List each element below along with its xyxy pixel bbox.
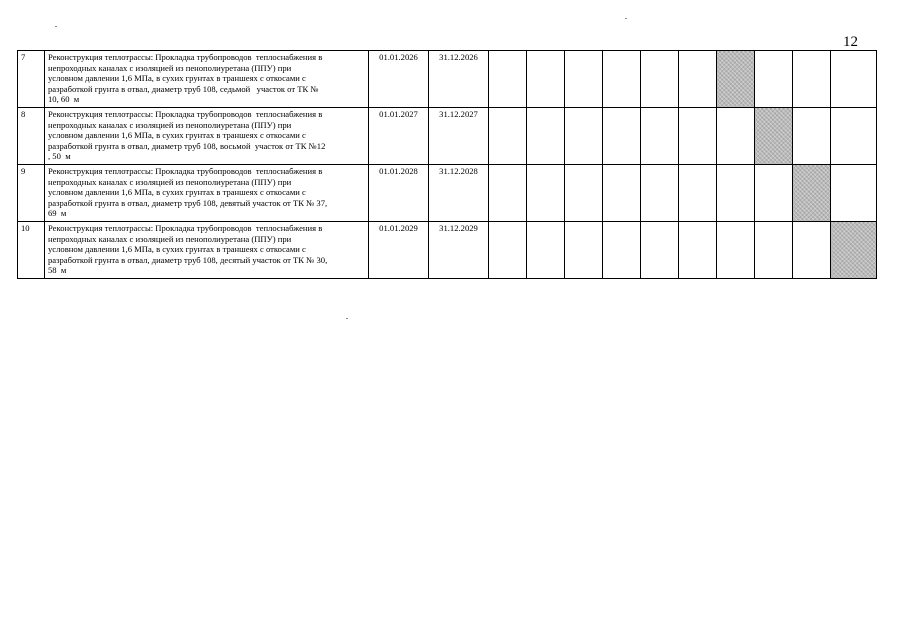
row-number: 10: [18, 222, 45, 279]
start-date: 01.01.2027: [369, 108, 429, 165]
table-row: [18, 108, 877, 165]
gantt-cell: [717, 165, 755, 222]
table-row: [18, 222, 877, 279]
description-line: условном давлении 1,6 МПа, в сухих грунтах в траншеях с откосами с: [48, 73, 306, 84]
description-line: , 50 м: [48, 151, 71, 162]
gantt-cell: [717, 222, 755, 279]
scan-speck: [625, 18, 627, 19]
gantt-cell: [755, 51, 793, 108]
row-number: 9: [18, 165, 45, 222]
gantt-cell: [565, 165, 603, 222]
schedule-body: [18, 51, 877, 279]
gantt-cell: [793, 51, 831, 108]
gantt-cell-active: [793, 165, 831, 222]
start-date: 01.01.2029: [369, 222, 429, 279]
description-line: 58 м: [48, 265, 67, 276]
gantt-cell: [527, 222, 565, 279]
gantt-cell-active: [717, 51, 755, 108]
page-number: 12: [843, 34, 858, 50]
description-line: условном давлении 1,6 МПа, в сухих грунтах в траншеях с откосами с: [48, 187, 306, 198]
work-description: [45, 165, 369, 222]
description-line: непроходных каналах с изоляцией из пенополиуретана (ППУ) при: [48, 119, 292, 130]
gantt-cell: [641, 222, 679, 279]
description-line: непроходных каналах с изоляцией из пенополиуретана (ППУ) при: [48, 233, 292, 244]
gantt-cell: [641, 165, 679, 222]
end-date: 31.12.2029: [429, 222, 489, 279]
gantt-cell: [527, 108, 565, 165]
row-number: 8: [18, 108, 45, 165]
description-line: условном давлении 1,6 МПа, в сухих грунтах в траншеях с откосами с: [48, 244, 306, 255]
end-date: 31.12.2027: [429, 108, 489, 165]
gantt-cell: [489, 165, 527, 222]
schedule-table: [17, 50, 877, 279]
table-row: [18, 51, 877, 108]
gantt-cell: [489, 222, 527, 279]
work-description: [45, 51, 369, 108]
description-line: 69 м: [48, 208, 67, 219]
row-number: 7: [18, 51, 45, 108]
gantt-cell: [793, 108, 831, 165]
description-line: разработкой грунта в отвал, диаметр труб 108, седьмой участок от ТК №: [48, 83, 319, 94]
description-line: Реконструкция теплотрассы: Прокладка трубопроводов теплоснабжения в: [48, 52, 323, 62]
gantt-cell-active: [831, 222, 877, 279]
gantt-cell: [679, 165, 717, 222]
gantt-cell: [565, 222, 603, 279]
description-line: условном давлении 1,6 МПа, в сухих грунтах в траншеях с откосами с: [48, 130, 306, 141]
gantt-cell: [641, 51, 679, 108]
description-line: непроходных каналах с изоляцией из пенополиуретана (ППУ) при: [48, 176, 292, 187]
description-line: Реконструкция теплотрассы: Прокладка трубопроводов теплоснабжения в: [48, 223, 323, 233]
description-line: Реконструкция теплотрассы: Прокладка трубопроводов теплоснабжения в: [48, 166, 323, 176]
work-description: [45, 108, 369, 165]
gantt-cell: [641, 108, 679, 165]
gantt-cell: [831, 165, 877, 222]
gantt-cell: [527, 165, 565, 222]
gantt-cell-active: [755, 108, 793, 165]
start-date: 01.01.2028: [369, 165, 429, 222]
gantt-cell: [489, 108, 527, 165]
table-row: [18, 165, 877, 222]
gantt-cell: [489, 51, 527, 108]
gantt-cell: [679, 51, 717, 108]
gantt-cell: [679, 108, 717, 165]
gantt-cell: [603, 108, 641, 165]
gantt-cell: [717, 108, 755, 165]
gantt-cell: [565, 51, 603, 108]
gantt-cell: [831, 51, 877, 108]
work-description: [45, 222, 369, 279]
end-date: 31.12.2026: [429, 51, 489, 108]
description-line: разработкой грунта в отвал, диаметр труб 108, девятый участок от ТК № 37,: [48, 197, 328, 208]
description-line: 10, 60 м: [48, 94, 80, 105]
description-line: непроходных каналах с изоляцией из пенополиуретана (ППУ) при: [48, 62, 292, 73]
gantt-cell: [755, 165, 793, 222]
gantt-cell: [679, 222, 717, 279]
end-date: 31.12.2028: [429, 165, 489, 222]
description-line: разработкой грунта в отвал, диаметр труб 108, десятый участок от ТК № 30,: [48, 254, 328, 265]
description-line: Реконструкция теплотрассы: Прокладка трубопроводов теплоснабжения в: [48, 109, 323, 119]
gantt-cell: [755, 222, 793, 279]
gantt-cell: [603, 165, 641, 222]
gantt-cell: [527, 51, 565, 108]
gantt-cell: [565, 108, 603, 165]
gantt-cell: [603, 222, 641, 279]
description-line: разработкой грунта в отвал, диаметр труб 108, восьмой участок от ТК №12: [48, 140, 326, 151]
start-date: 01.01.2026: [369, 51, 429, 108]
scan-speck: [346, 318, 348, 319]
gantt-cell: [831, 108, 877, 165]
gantt-cell: [793, 222, 831, 279]
gantt-cell: [603, 51, 641, 108]
scan-speck: [55, 26, 57, 27]
